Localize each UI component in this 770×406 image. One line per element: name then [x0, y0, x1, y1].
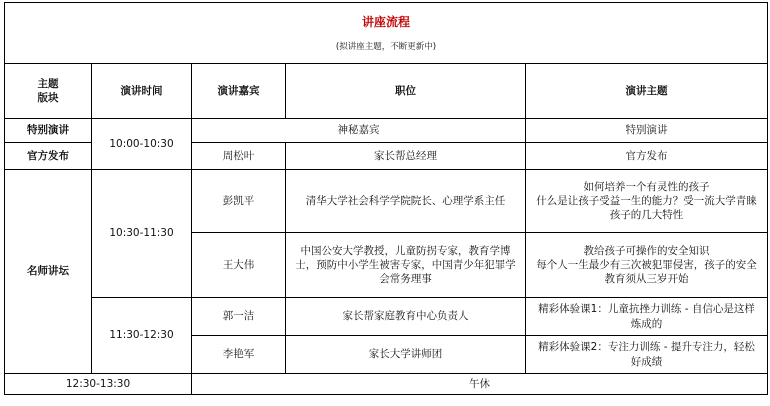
block-official: 官方发布 — [5, 143, 92, 170]
header-block-line: 版块 — [37, 92, 59, 104]
position-line: 士，预防中小学生被害专家，中国青少年犯罪学 — [295, 258, 516, 271]
speaker-li: 李艳军 — [192, 336, 286, 374]
header-topic: 演讲主题 — [526, 64, 768, 119]
topic-wang — [526, 233, 768, 298]
block-famous: 名师讲坛 — [5, 170, 92, 374]
lunch-break: 午休 — [192, 374, 768, 395]
page-subtitle: (拟讲座主题，不断更新中) — [335, 42, 437, 53]
speaker-wang: 王大伟 — [192, 233, 286, 298]
table-row — [5, 119, 768, 143]
speaker-peng: 彭凯平 — [192, 170, 286, 233]
position-line: 会常务理事 — [379, 273, 432, 286]
position-wang — [286, 233, 526, 298]
time-slot-1: 10:00-10:30 — [92, 119, 192, 170]
position-guo: 家长帮家庭教育中心负责人 — [286, 298, 526, 336]
speaker-guo: 郭一洁 — [192, 298, 286, 336]
speaker-zhou: 周松叶 — [192, 143, 286, 170]
position-li: 家长大学讲师团 — [286, 336, 526, 374]
position-peng: 清华大学社会科学学院院长、心理学系主任 — [286, 170, 526, 233]
header-time: 演讲时间 — [92, 64, 192, 119]
topic-line: 好成绩 — [630, 355, 663, 368]
time-slot-3: 11:30-12:30 — [92, 298, 192, 374]
topic-guo — [526, 298, 768, 336]
topic-line: 精彩体验课2：专注力训练 - 提升专注力，轻松 — [538, 341, 755, 354]
topic-zhou: 官方发布 — [526, 143, 768, 170]
topic-line: 如何培养一个有灵性的孩子 — [583, 180, 710, 193]
mystery-guest: 神秘嘉宾 — [192, 119, 526, 143]
table-row — [5, 374, 768, 395]
title-cell — [5, 3, 768, 64]
topic-peng — [526, 170, 768, 233]
page-title: 讲座流程 — [361, 15, 410, 30]
topic-line: 每个人一生最少有三次被犯罪侵害，孩子的安全 — [536, 258, 757, 271]
topic-special: 特别演讲 — [526, 119, 768, 143]
header-speaker: 演讲嘉宾 — [192, 64, 286, 119]
header-row — [5, 64, 768, 119]
time-slot-2: 10:30-11:30 — [92, 170, 192, 298]
header-block-line: 主题 — [37, 77, 59, 90]
schedule-table — [4, 2, 768, 395]
table-row — [5, 298, 768, 336]
time-slot-lunch: 12:30-13:30 — [5, 374, 192, 395]
position-line: 中国公安大学教授，儿童防拐专家，教育学博 — [300, 244, 511, 257]
topic-line: 孩子的几大特性 — [609, 209, 684, 222]
table-row — [5, 170, 768, 233]
topic-line: 精彩体验课1：儿童抗挫力训练 - 自信心是这样 — [538, 303, 755, 316]
header-block — [5, 64, 92, 119]
block-special: 特别演讲 — [5, 119, 92, 143]
topic-line: 教给孩子可操作的安全知识 — [583, 244, 710, 257]
topic-li — [526, 336, 768, 374]
position-zhou: 家长帮总经理 — [286, 143, 526, 170]
title-row — [5, 3, 768, 64]
topic-line: 炼成的 — [630, 317, 663, 330]
topic-line: 什么是让孩子受益一生的能力？受一流大学青睐 — [536, 194, 757, 207]
header-position: 职位 — [286, 64, 526, 119]
topic-line: 教育须从三岁开始 — [604, 273, 689, 286]
